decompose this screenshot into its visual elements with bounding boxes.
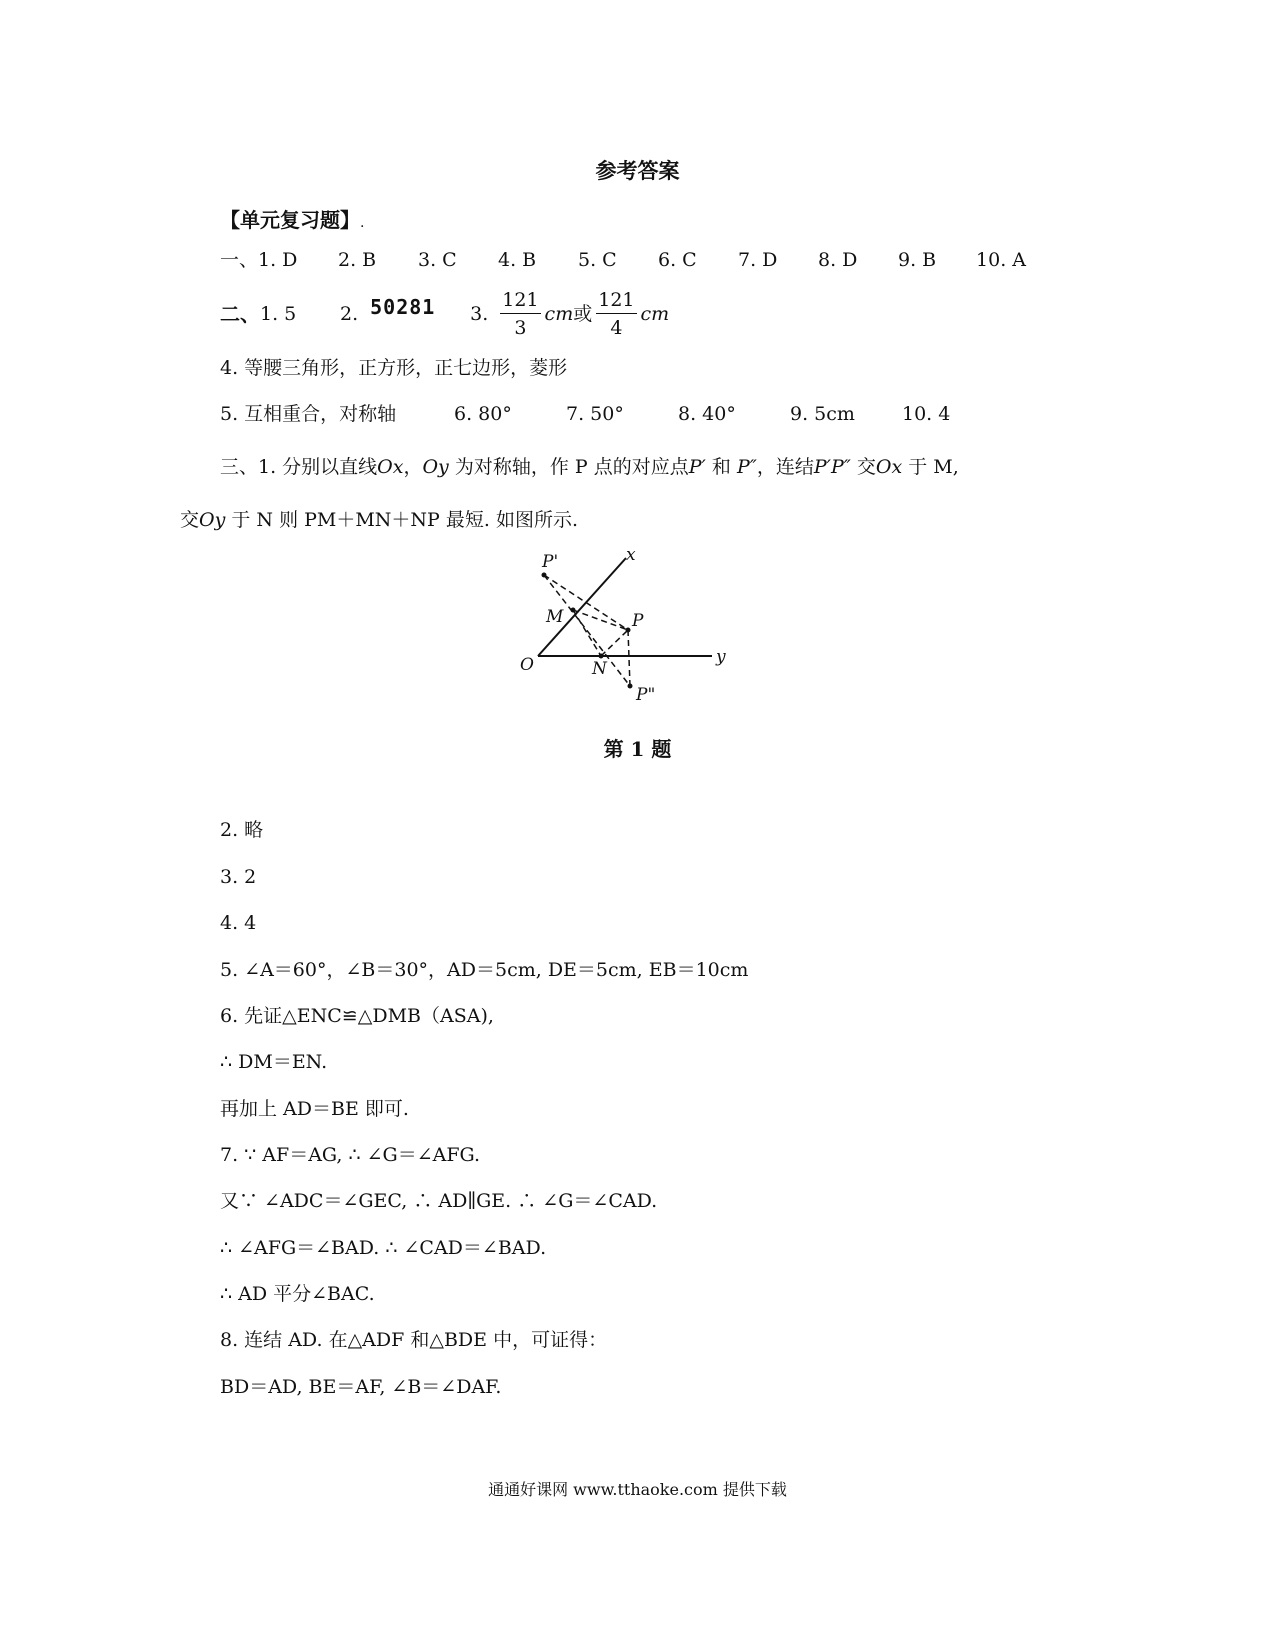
answer-item: 5. 互相重合，对称轴 (220, 403, 397, 425)
answer-line: 8. 连结 AD. 在△ADF 和△BDE 中，可证得： (220, 1329, 608, 1351)
fraction-denominator: 3 (514, 317, 527, 339)
math-symbol: Ox (377, 456, 404, 478)
dashed-p-p2 (628, 630, 630, 686)
part3-q1-line1 (220, 455, 959, 479)
math-symbol: P′ (688, 456, 706, 478)
figure-caption: 第 1 题 (603, 737, 672, 761)
part2-row1 (220, 284, 669, 344)
fraction-numerator: 121 (500, 289, 540, 314)
answer-line: ∴ AD 平分∠BAC. (220, 1283, 375, 1305)
geometry-figure (500, 540, 760, 710)
part1-prefix: 一、 (220, 249, 259, 271)
dashed-n-p (601, 630, 628, 656)
answer-item: 9. B (898, 249, 937, 271)
text-segment: ， (403, 456, 423, 478)
fraction-121-3 (500, 289, 540, 339)
part2-q2-value: 50281 (370, 295, 436, 319)
answer-line: 5. ∠A＝60°，∠B＝30°，AD＝5cm, DE＝5cm, EB＝10cm (220, 959, 749, 981)
part2-q2-number: 2. (340, 303, 359, 325)
answer-item: 4. B (498, 249, 537, 271)
or-word: 或 (573, 303, 593, 325)
answer-line: BD＝AD, BE＝AF, ∠B＝∠DAF. (220, 1376, 502, 1398)
part2-prefix: 二、 (220, 302, 260, 326)
text-segment: 于 M, (908, 456, 959, 478)
point-p (626, 628, 631, 633)
answer-line: 6. 先证△ENC≌△DMB（ASA), (220, 1005, 494, 1027)
answer-line: 7. ∵ AF＝AG, ∴ ∠G＝∠AFG. (220, 1144, 481, 1166)
part2-q1: 1. 5 (260, 303, 297, 325)
label-o: O (520, 655, 534, 675)
answer-item: 6. C (658, 249, 697, 271)
answer-item: 9. 5cm (790, 403, 855, 425)
text-segment: ，连结 (756, 456, 814, 478)
answer-item: 8. D (818, 249, 858, 271)
point-p-double-prime (628, 684, 633, 689)
text-segment: 于 N 则 PM＋MN＋NP 最短. 如图所示. (231, 509, 579, 531)
answer-item: 6. 80° (454, 403, 512, 425)
answer-line: 4. 4 (220, 912, 257, 934)
answer-item: 3. C (418, 249, 457, 271)
answer-item: 10. A (976, 249, 1026, 271)
label-p-double-prime: P" (636, 685, 656, 705)
point-m (571, 608, 576, 613)
label-p-prime: P' (542, 552, 559, 572)
page-title: 参考答案 (595, 158, 680, 183)
label-p: P (632, 611, 644, 631)
answer-item: 5. C (578, 249, 617, 271)
answer-line: ∴ ∠AFG＝∠BAD. ∴ ∠CAD＝∠BAD. (220, 1237, 547, 1259)
text-segment: 为对称轴，作 P 点的对应点 (454, 456, 689, 478)
unit-cm: cm (640, 303, 670, 325)
label-x: x (626, 545, 636, 565)
fraction-numerator: 121 (596, 289, 636, 314)
answer-item: 10. 4 (902, 403, 951, 425)
answer-line: 3. 2 (220, 866, 257, 888)
answer-item: 2. B (338, 249, 377, 271)
label-m: M (546, 607, 564, 627)
answer-item: 1. D (258, 249, 298, 271)
answer-line: 再加上 AD＝BE 即可. (220, 1098, 409, 1120)
answer-line: 2. 略 (220, 819, 264, 841)
part1-answers (220, 248, 1026, 272)
answer-item: 8. 40° (678, 403, 736, 425)
part2-row5 (220, 402, 950, 426)
dashed-m-p (573, 610, 628, 630)
answer-item: 7. D (738, 249, 778, 271)
math-symbol: Oy (422, 456, 449, 478)
dashed-p1-p2 (544, 575, 630, 686)
math-symbol: P″ (736, 456, 757, 478)
section-mark: . (360, 215, 365, 231)
fraction-121-4 (596, 289, 636, 339)
unit-cm: cm (544, 303, 574, 325)
math-symbol: P′P″ (813, 456, 851, 478)
text-segment: 三、1. 分别以直线 (220, 456, 378, 478)
answer-line: ∴ DM＝EN. (220, 1051, 328, 1073)
text-segment: 交 (180, 509, 200, 531)
text-segment: 和 (711, 456, 731, 478)
fraction-denominator: 4 (610, 317, 623, 339)
page-footer: 通通好课网 www.tthaoke.com 提供下载 (488, 1480, 787, 1499)
math-symbol: Ox (875, 456, 903, 478)
point-n (599, 654, 604, 659)
point-p-prime (542, 573, 547, 578)
math-symbol: Oy (199, 509, 226, 531)
section-heading (220, 204, 364, 233)
text-segment: 交 (856, 456, 876, 478)
part2-q4: 4. 等腰三角形，正方形，正七边形，菱形 (220, 357, 568, 379)
label-n: N (592, 659, 607, 679)
answer-line: 又∵ ∠ADC＝∠GEC, ∴ AD∥GE. ∴ ∠G＝∠CAD. (220, 1190, 658, 1212)
part3-q1-line2 (180, 508, 578, 532)
answer-item: 7. 50° (566, 403, 624, 425)
label-y: y (716, 647, 726, 667)
part2-q3-number: 3. (470, 303, 489, 325)
section-label: 【单元复习题】 (220, 208, 360, 232)
